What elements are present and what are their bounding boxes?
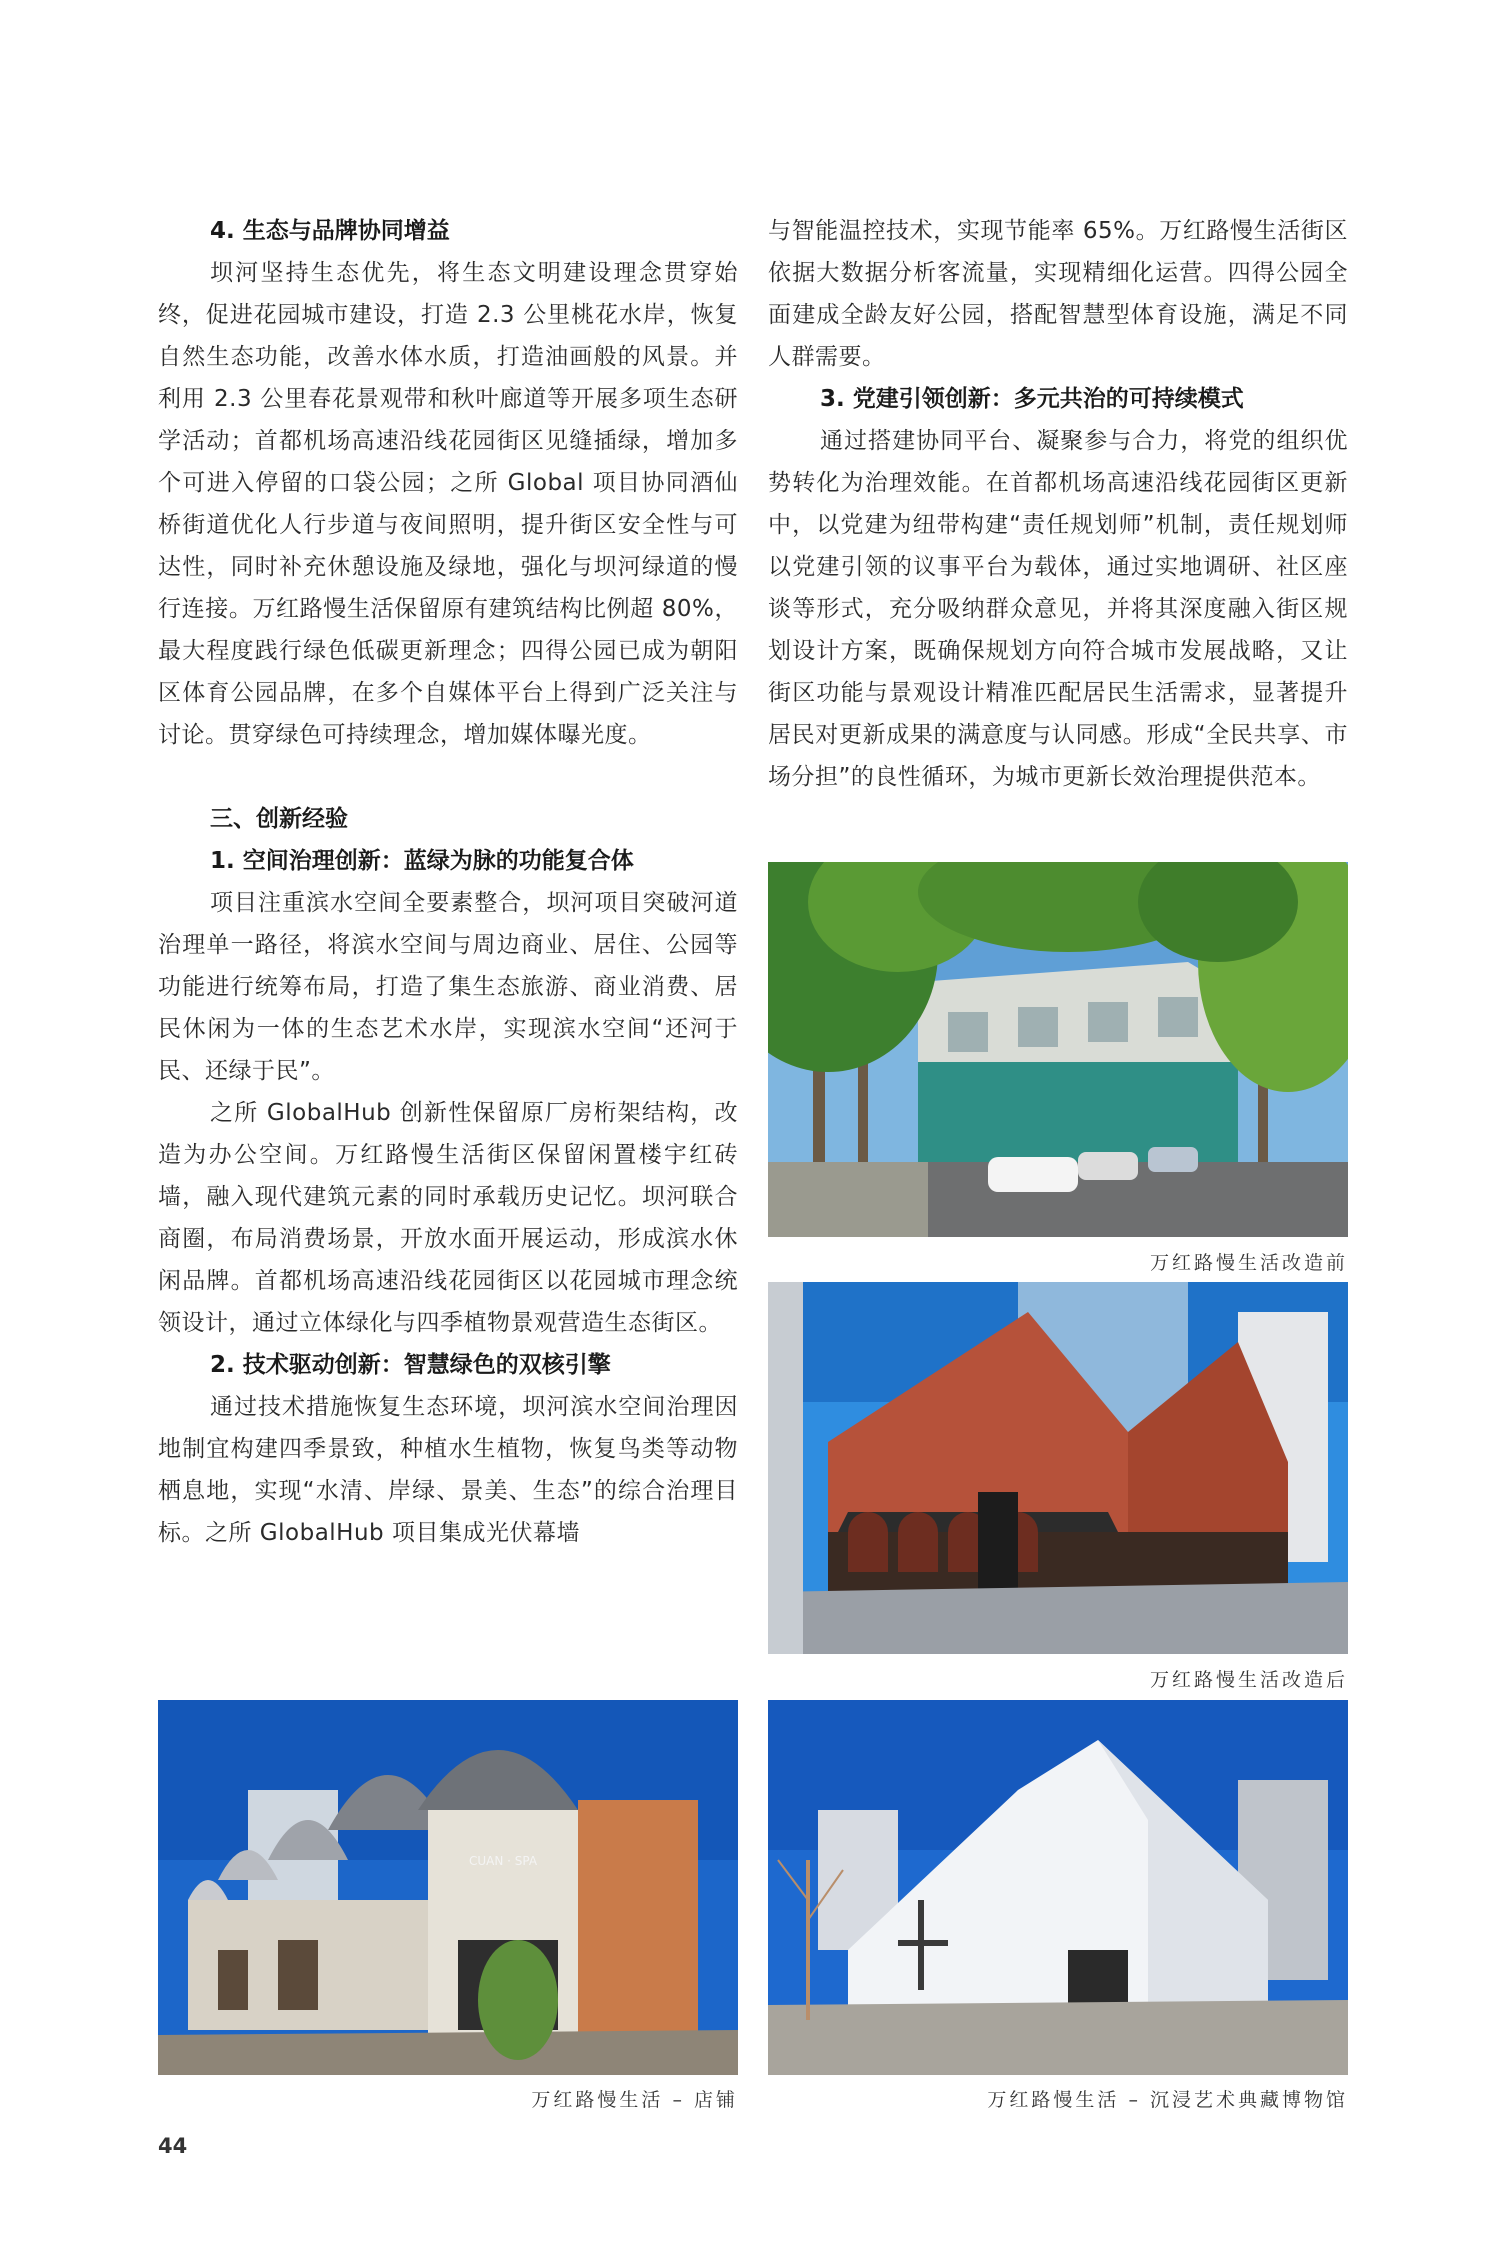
item1-paragraph-1: 项目注重滨水空间全要素整合，坝河项目突破河道治理单一路径，将滨水空间与周边商业、居住、公园等功能进行统筹布局，打造了集生态旅游、商业消费、居民休闲为一体的生态艺术水岸，实现滨水空间“还河于民、还绿于民”。 <box>158 890 738 1084</box>
item1-paragraph-2: 之所 GlobalHub 创新性保留原厂房桁架结构，改造为办公空间。万红路慢生活街区保留闲置楼宇红砖墙，融入现代建筑元素的同时承载历史记忆。坝河联合商圈，布局消费场景，开放水面开展运动，形成滨水休闲品牌。首都机场高速沿线花园街区以花园城市理念统领设计，通过立体绿化与四季植物景观营造生态街区。 <box>158 1100 738 1336</box>
item3-heading: 3. 党建引领创新：多元共治的可持续模式 <box>820 386 1244 412</box>
item2-paragraph-1: 通过技术措施恢复生态环境，坝河滨水空间治理因地制宜构建四季景致，种植水生植物，恢复鸟类等动物栖息地，实现“水清、岸绿、景美、生态”的综合治理目标。之所 GlobalHub 项目集成光伏幕墙 <box>158 1394 738 1546</box>
shop-arch-sign: CUAN · SPA <box>468 1854 538 1868</box>
item2-paragraph-continued: 与智能温控技术，实现节能率 65%。万红路慢生活街区依据大数据分析客流量，实现精细化运营。四得公园全面建成全龄友好公园，搭配智慧型体育设施，满足不同人群需要。 <box>768 218 1348 370</box>
right-column <box>768 210 1348 798</box>
section4-body: 坝河坚持生态优先，将生态文明建设理念贯穿始终，促进花园城市建设，打造 2.3 公里桃花水岸，恢复自然生态功能，改善水体水质，打造油画般的风景。并利用 2.3 公里春花景观带和秋叶廊道等开展多项生态研学活动；首都机场高速沿线花园街区见缝插绿，增加多个可进入停留的口袋公园；之所 Global 项目协同酒仙桥街道优化人行步道与夜间照明，提升街区安全性与可达性，同时补充休憩设施及绿地，强化与坝河绿道的慢行连接。万红路慢生活保留原有建筑结构比例超 80%，最大程度践行绿色低碳更新理念；四得公园已成为朝阳区体育公园品牌，在多个自媒体平台上得到广泛关注与讨论。贯穿绿色可持续理念，增加媒体曝光度。 <box>158 260 738 748</box>
item1-heading: 1. 空间治理创新：蓝绿为脉的功能复合体 <box>210 848 634 874</box>
item2-heading: 2. 技术驱动创新：智慧绿色的双核引擎 <box>210 1352 611 1378</box>
page-number: 44 <box>158 2134 188 2158</box>
photo-shop <box>158 1700 738 2075</box>
caption-art-museum: 万红路慢生活 – 沉浸艺术典藏博物馆 <box>987 2089 1348 2111</box>
photo-art-museum <box>768 1700 1348 2075</box>
photo-after-renovation <box>768 1282 1348 1654</box>
caption-shop: 万红路慢生活 – 店铺 <box>531 2089 738 2111</box>
left-column <box>158 210 738 1554</box>
part3-heading: 三、创新经验 <box>210 806 348 832</box>
section4-heading: 4. 生态与品牌协同增益 <box>210 218 450 244</box>
caption-before-renovation: 万红路慢生活改造前 <box>1149 1252 1348 1274</box>
photo-before-renovation <box>768 862 1348 1237</box>
caption-after-renovation: 万红路慢生活改造后 <box>1149 1669 1348 1691</box>
item3-paragraph-1: 通过搭建协同平台、凝聚参与合力，将党的组织优势转化为治理效能。在首都机场高速沿线花园街区更新中，以党建为纽带构建“责任规划师”机制，责任规划师以党建引领的议事平台为载体，通过实地调研、社区座谈等形式，充分吸纳群众意见，并将其深度融入街区规划设计方案，既确保规划方向符合城市发展战略，又让街区功能与景观设计精准匹配居民生活需求，显著提升居民对更新成果的满意度与认同感。形成“全民共享、市场分担”的良性循环，为城市更新长效治理提供范本。 <box>768 428 1348 790</box>
